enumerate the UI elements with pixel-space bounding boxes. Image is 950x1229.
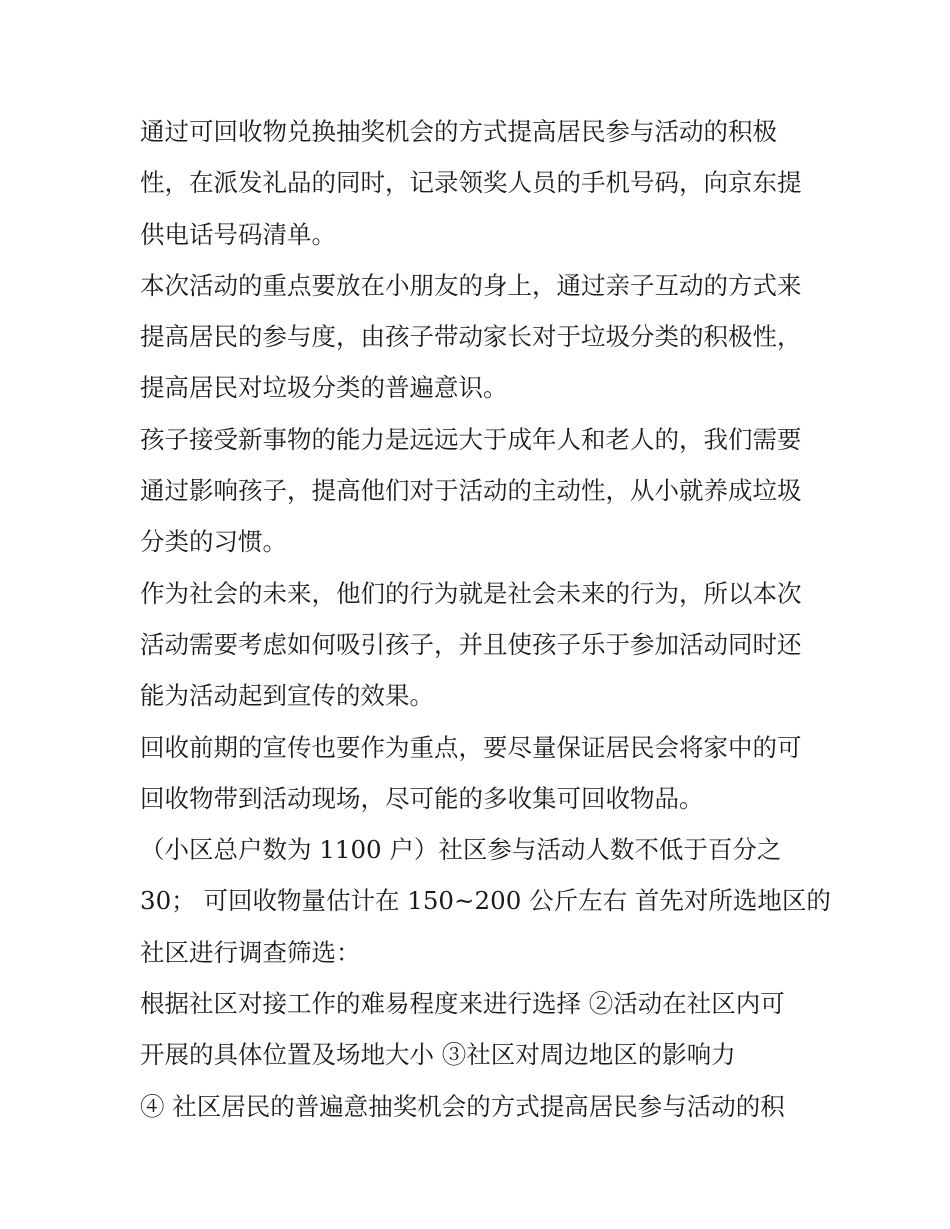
- document-body: [140, 106, 830, 1132]
- text-line: 能为活动起到宣传的效果。: [140, 681, 434, 711]
- text-line: 根据社区对接工作的难易程度来进行选择 ②活动在社区内可: [140, 989, 785, 1019]
- text-line: 回收前期的宣传也要作为重点，要尽量保证居民会将家中的可: [140, 732, 802, 762]
- text-line: 性，在派发礼品的同时，记录领奖人员的手机号码，向京东提: [140, 168, 802, 198]
- text-line: 活动需要考虑如何吸引孩子，并且使孩子乐于参加活动同时还: [140, 629, 802, 659]
- text-line: （小区总户数为 1100 户）社区参与活动人数不低于百分之: [140, 835, 782, 865]
- text-line: 分类的习惯。: [140, 527, 287, 557]
- text-line: 提高居民的参与度，由孩子带动家长对于垃圾分类的积极性，: [140, 322, 802, 352]
- text-line: ④ 社区居民的普遍意抽奖机会的方式提高居民参与活动的积: [140, 1091, 785, 1121]
- text-line: 回收物带到活动现场，尽可能的多收集可回收物品。: [140, 783, 704, 813]
- text-line: 通过可回收物兑换抽奖机会的方式提高居民参与活动的积极: [140, 117, 777, 146]
- text-line: 30； 可回收物量估计在 150~200 公斤左右 首先对所选地区的: [140, 886, 831, 916]
- text-line: 社区进行调查筛选：: [140, 937, 361, 967]
- text-line: 通过影响孩子，提高他们对于活动的主动性，从小就养成垃圾: [140, 476, 802, 506]
- text-line: 作为社会的未来，他们的行为就是社会未来的行为，所以本次: [140, 578, 802, 608]
- text-line: 提高居民对垃圾分类的普遍意识。: [140, 373, 508, 403]
- text-line: 供电话号码清单。: [140, 219, 336, 249]
- text-line: 本次活动的重点要放在小朋友的身上，通过亲子互动的方式来: [140, 270, 802, 300]
- text-line: 孩子接受新事物的能力是远远大于成年人和老人的，我们需要: [140, 424, 802, 454]
- text-line: 开展的具体位置及场地大小 ③社区对周边地区的影响力: [140, 1040, 736, 1070]
